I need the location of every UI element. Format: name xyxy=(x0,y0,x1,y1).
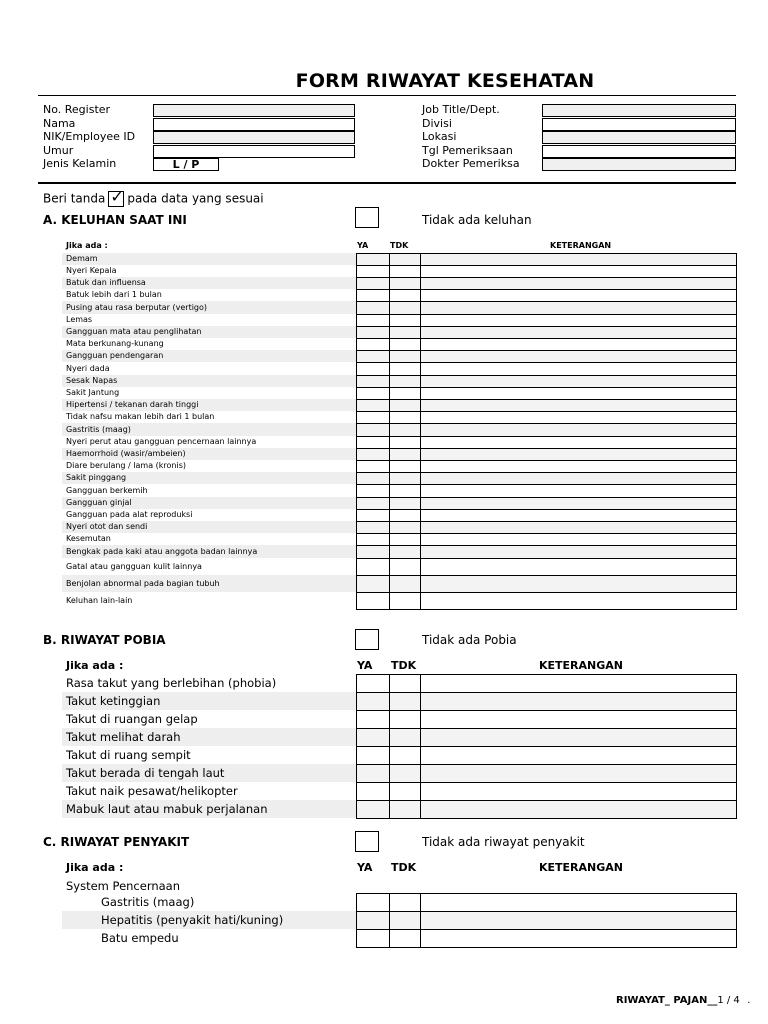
section-b-none-checkbox[interactable] xyxy=(355,629,379,650)
table-row-label: Gatal atau gangguan kulit lainnya xyxy=(66,562,202,571)
tdk-checkbox[interactable] xyxy=(389,746,421,765)
tdk-checkbox[interactable] xyxy=(389,484,421,498)
identity-right-field[interactable] xyxy=(542,158,736,171)
tdk-checkbox[interactable] xyxy=(389,301,421,315)
ya-checkbox[interactable] xyxy=(356,592,390,610)
keterangan-field[interactable] xyxy=(420,484,737,498)
keterangan-field[interactable] xyxy=(420,592,737,610)
table-row-label: Sakit pinggang xyxy=(66,473,127,482)
section-b-title: B. RIWAYAT POBIA xyxy=(43,633,166,647)
identity-left-label: Jenis Kelamin xyxy=(43,157,117,170)
tdk-checkbox[interactable] xyxy=(389,782,421,801)
instruction-before: Beri tanda xyxy=(43,191,106,206)
footer-dot: . xyxy=(747,995,751,1006)
section-b-col-ket: KETERANGAN xyxy=(539,659,623,672)
tdk-checkbox[interactable] xyxy=(389,728,421,747)
table-row-label: Batu empedu xyxy=(101,931,179,945)
tdk-checkbox[interactable] xyxy=(389,710,421,729)
identity-right-label: Lokasi xyxy=(422,130,457,143)
identity-right-label: Dokter Pemeriksa xyxy=(422,157,520,170)
keterangan-field[interactable] xyxy=(420,558,737,576)
keterangan-field[interactable] xyxy=(420,728,737,747)
table-row-label: Gangguan pada alat reproduksi xyxy=(66,510,193,519)
ya-checkbox[interactable] xyxy=(356,764,390,783)
table-row-label: Batuk lebih dari 1 bulan xyxy=(66,290,162,299)
table-row-label: Takut di ruang sempit xyxy=(66,748,191,762)
keterangan-field[interactable] xyxy=(420,545,737,559)
ya-checkbox[interactable] xyxy=(356,484,390,498)
identity-left-field[interactable] xyxy=(153,145,355,158)
table-row-label: Nyeri otot dan sendi xyxy=(66,522,148,531)
table-row-label: Takut di ruangan gelap xyxy=(66,712,198,726)
section-c-if-any: Jika ada : xyxy=(66,861,124,874)
tdk-checkbox[interactable] xyxy=(389,423,421,437)
title-divider xyxy=(38,95,736,96)
identity-left-field[interactable] xyxy=(153,104,355,117)
section-c-none-checkbox[interactable] xyxy=(355,831,379,852)
identity-right-field[interactable] xyxy=(542,131,736,144)
identity-left-label: NIK/Employee ID xyxy=(43,130,136,143)
ya-checkbox[interactable] xyxy=(356,575,390,593)
section-c-col-ket: KETERANGAN xyxy=(539,861,623,874)
keterangan-field[interactable] xyxy=(420,423,737,437)
table-row-label: Takut naik pesawat/helikopter xyxy=(66,784,238,798)
ya-checkbox[interactable] xyxy=(356,558,390,576)
ya-checkbox[interactable] xyxy=(356,674,390,693)
identity-left-field[interactable] xyxy=(153,118,355,131)
ya-checkbox[interactable] xyxy=(356,746,390,765)
table-row-label: Gastritis (maag) xyxy=(66,425,131,434)
section-c-col-tdk: TDK xyxy=(391,861,417,874)
ya-checkbox[interactable] xyxy=(356,911,390,930)
keterangan-field[interactable] xyxy=(420,746,737,765)
identity-left-field[interactable] xyxy=(153,131,355,144)
section-c-title: C. RIWAYAT PENYAKIT xyxy=(43,835,190,849)
section-c-group: System Pencernaan xyxy=(66,879,181,893)
footer-doc: RIWAYAT_ PAJAN__ xyxy=(616,995,718,1006)
ya-checkbox[interactable] xyxy=(356,301,390,315)
page-title: FORM RIWAYAT KESEHATAN xyxy=(295,70,595,92)
table-row-label: Haemorrhoid (wasir/ambeien) xyxy=(66,449,186,458)
keterangan-field[interactable] xyxy=(420,764,737,783)
tdk-checkbox[interactable] xyxy=(389,911,421,930)
table-row-label: Mata berkunang-kunang xyxy=(66,339,164,348)
tdk-checkbox[interactable] xyxy=(389,674,421,693)
keterangan-field[interactable] xyxy=(420,301,737,315)
section-c-col-ya: YA xyxy=(357,861,373,874)
keterangan-field[interactable] xyxy=(420,692,737,711)
tdk-checkbox[interactable] xyxy=(389,692,421,711)
table-row-label: Mabuk laut atau mabuk perjalanan xyxy=(66,802,268,816)
table-row-label: Sesak Napas xyxy=(66,376,118,385)
tdk-checkbox[interactable] xyxy=(389,545,421,559)
section-b-if-any: Jika ada : xyxy=(66,659,124,672)
table-row-label: Hipertensi / tekanan darah tinggi xyxy=(66,400,199,409)
keterangan-field[interactable] xyxy=(420,710,737,729)
ya-checkbox[interactable] xyxy=(356,800,390,819)
ya-checkbox[interactable] xyxy=(356,362,390,376)
table-row-label: Batuk dan influensa xyxy=(66,278,146,287)
ya-checkbox[interactable] xyxy=(356,893,390,912)
keterangan-field[interactable] xyxy=(420,782,737,801)
instruction-after: pada data yang sesuai xyxy=(127,191,264,206)
footer xyxy=(616,995,750,1006)
table-row-label: Gangguan mata atau penglihatan xyxy=(66,327,202,336)
instruction xyxy=(43,191,264,207)
keterangan-field[interactable] xyxy=(420,575,737,593)
checkmark-icon xyxy=(108,191,124,207)
tdk-checkbox[interactable] xyxy=(389,800,421,819)
table-row-label: Takut melihat darah xyxy=(66,730,181,744)
tdk-checkbox[interactable] xyxy=(389,558,421,576)
table-row-label: Rasa takut yang berlebihan (phobia) xyxy=(66,676,277,690)
ya-checkbox[interactable] xyxy=(356,782,390,801)
table-row-label: Bengkak pada kaki atau anggota badan lainnya xyxy=(66,547,258,556)
table-row-label: Keluhan lain-lain xyxy=(66,596,133,605)
gender-field[interactable]: L / P xyxy=(153,158,219,171)
keterangan-field[interactable] xyxy=(420,362,737,376)
table-row-label: Nyeri dada xyxy=(66,364,110,373)
section-a-title: A. KELUHAN SAAT INI xyxy=(43,213,187,227)
identity-right-label: Job Title/Dept. xyxy=(422,103,500,116)
identity-left-label: Umur xyxy=(43,144,74,157)
footer-page: 1 / 4 xyxy=(717,995,740,1006)
ya-checkbox[interactable] xyxy=(356,929,390,948)
table-row-label: Nyeri Kepala xyxy=(66,266,117,275)
table-row-label: Gangguan berkemih xyxy=(66,486,148,495)
table-row-label: Takut ketinggian xyxy=(66,694,161,708)
table-row-label: Hepatitis (penyakit hati/kuning) xyxy=(101,913,284,927)
table-row-label: Sakit Jantung xyxy=(66,388,120,397)
identity-right-label: Divisi xyxy=(422,117,452,130)
identity-right-field[interactable] xyxy=(542,104,736,117)
identity-left-label: Nama xyxy=(43,117,76,130)
table-row-label: Tidak nafsu makan lebih dari 1 bulan xyxy=(66,412,215,421)
identity-right-field[interactable] xyxy=(542,118,736,131)
table-row-label: Takut berada di tengah laut xyxy=(66,766,225,780)
ya-checkbox[interactable] xyxy=(356,692,390,711)
section-b-col-ya: YA xyxy=(357,659,373,672)
ya-checkbox[interactable] xyxy=(356,710,390,729)
tdk-checkbox[interactable] xyxy=(389,362,421,376)
keterangan-field[interactable] xyxy=(420,800,737,819)
table-row-label: Gangguan pendengaran xyxy=(66,351,164,360)
keterangan-field[interactable] xyxy=(420,893,737,912)
section-a-col-ket: KETERANGAN xyxy=(550,241,612,250)
table-row-label: Demam xyxy=(66,254,98,263)
tdk-checkbox[interactable] xyxy=(389,893,421,912)
identity-right-field[interactable] xyxy=(542,145,736,158)
table-row-label: Gangguan ginjal xyxy=(66,498,132,507)
tdk-checkbox[interactable] xyxy=(389,592,421,610)
section-a-col-tdk: TDK xyxy=(390,241,409,250)
section-b-col-tdk: TDK xyxy=(391,659,417,672)
table-row-label: Gastritis (maag) xyxy=(101,895,195,909)
table-row-label: Lemas xyxy=(66,315,93,324)
table-row-label: Kesemutan xyxy=(66,534,111,543)
tdk-checkbox[interactable] xyxy=(389,575,421,593)
section-a-none-label: Tidak ada keluhan xyxy=(422,213,532,227)
ya-checkbox[interactable] xyxy=(356,545,390,559)
keterangan-field[interactable] xyxy=(420,674,737,693)
table-row-label: Nyeri perut atau gangguan pencernaan lainnya xyxy=(66,437,257,446)
tdk-checkbox[interactable] xyxy=(389,764,421,783)
row-stripe xyxy=(62,253,356,265)
section-a-none-checkbox[interactable] xyxy=(355,207,379,228)
tdk-checkbox[interactable] xyxy=(389,929,421,948)
table-row-label: Benjolan abnormal pada bagian tubuh xyxy=(66,579,220,588)
ya-checkbox[interactable] xyxy=(356,423,390,437)
identity-left-label: No. Register xyxy=(43,103,111,116)
section-b-none-label: Tidak ada Pobia xyxy=(422,633,517,647)
section-c-none-label: Tidak ada riwayat penyakit xyxy=(422,835,585,849)
identity-right-label: Tgl Pemeriksaan xyxy=(422,144,513,157)
table-row-label: Diare berulang / lama (kronis) xyxy=(66,461,186,470)
section-a-if-any: Jika ada : xyxy=(66,241,108,250)
section-a-col-ya: YA xyxy=(357,241,369,250)
identity-divider xyxy=(38,182,736,184)
ya-checkbox[interactable] xyxy=(356,728,390,747)
table-row-label: Pusing atau rasa berputar (vertigo) xyxy=(66,303,208,312)
keterangan-field[interactable] xyxy=(420,911,737,930)
keterangan-field[interactable] xyxy=(420,929,737,948)
